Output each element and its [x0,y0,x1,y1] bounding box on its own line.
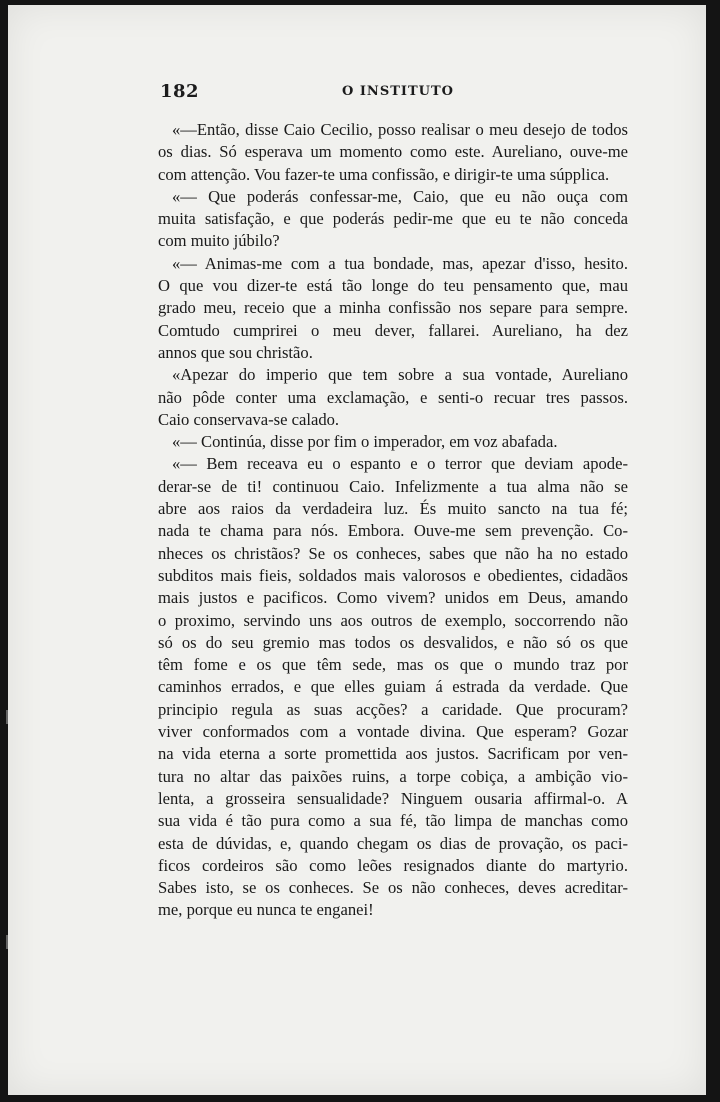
text-line: com attenção. Vou fazer-te uma confissão, e dirigir-te uma súpplica. [158,164,610,184]
text-line: «—Então, disse Caio Cecilio, posso realisar o meu desejo de todos [172,120,628,139]
text-line: Caio conservava-se calado. [158,409,340,429]
text-line: nheces os christãos? Se os conheces, sabes que não ha no estado [158,543,628,563]
text-line: subditos mais fieis, soldados mais valorosos e obedientes, cidadãos [158,565,628,585]
text-line: sua vida é tão pura como a sua fé, tão limpa de manchas como [158,811,628,831]
text-line: Sabes isto, se os conheces. Se os não conheces, deves acreditar- [158,878,628,898]
body-text [158,119,628,922]
text-line: não pôde conter uma exclamação, e senti-o recuar tres passos. [158,387,628,407]
text-line: nada te chama para nós. Embora. Ouve-me sem prevenção. Co- [158,521,628,541]
text-line: esta de dúvidas, e, quando chegam os dias de provação, os paci- [158,833,628,853]
text-line: grado meu, receio que a minha confissão nos separe para sempre. [158,298,628,318]
text-line: têm fome e os que têm sede, mas os que o mundo traz por [158,655,628,675]
text-line: só os do seu gremio mas todos os desvalidos, e não só os que [158,632,628,652]
text-line: «— Que poderás confessar-me, Caio, que eu não ouça com [172,186,628,206]
text-line: Comtudo cumprirei o meu dever, fallarei. Aureliano, ha dez [158,320,628,340]
page-edge-mark [6,710,8,724]
text-line: abre aos raios da verdadeira luz. És muito sancto na tua fé; [158,499,628,519]
text-line: «— Continúa, disse por fim o imperador, em voz abafada. [172,432,558,452]
text-line: «— Bem receava eu o espanto e o terror que deviam apode- [172,454,628,474]
running-title: O INSTITUTO [342,84,454,99]
text-line: me, porque eu nunca te enganei! [158,900,374,920]
text-line: «— Animas-me com a tua bondade, mas, apezar d'isso, hesito. [172,253,628,273]
text-line: mais justos e pacificos. Como vivem? unidos em Deus, amando [158,588,628,608]
text-line: muita satisfação, e que poderás pedir-me que eu te não conceda [158,209,628,229]
text-line: tura no altar das paixões ruins, a torpe cobiça, a ambição vio- [158,766,628,786]
text-line: annos que sou christão. [158,342,313,362]
text-line: O que vou dizer-te está tão longe do teu pensamento que, mau [158,276,628,296]
page-header [8,81,706,105]
text-line: o proximo, servindo uns aos outros de exemplo, soccorrendo não [158,610,628,630]
text-line: lenta, a grosseira sensualidade? Ninguem ousaria affirmal-o. A [158,788,628,808]
text-line: com muito júbilo? [158,231,280,251]
text-line: os dias. Só esperava um momento como este. Aureliano, ouve-me [158,142,628,162]
text-line: caminhos errados, e que elles guiam á estrada da verdade. Que [158,677,628,697]
text-line: ficos cordeiros são como leões resignados diante do martyrio. [158,855,628,875]
page-edge-mark [6,935,8,949]
text-line: derar-se de ti! continuou Caio. Infelizmente a tua alma não se [158,476,628,496]
text-line: na vida eterna a sorte promettida aos justos. Sacrificam por ven- [158,744,628,764]
text-line: principio regula as suas acções? a caridade. Que procuram? [158,699,628,719]
text-line: «Apezar do imperio que tem sobre a sua vontade, Aureliano [172,365,628,385]
text-line: viver conformados com a vontade divina. Que esperam? Gozar [158,722,628,742]
page-number: 182 [160,81,200,102]
book-page [8,5,706,1095]
